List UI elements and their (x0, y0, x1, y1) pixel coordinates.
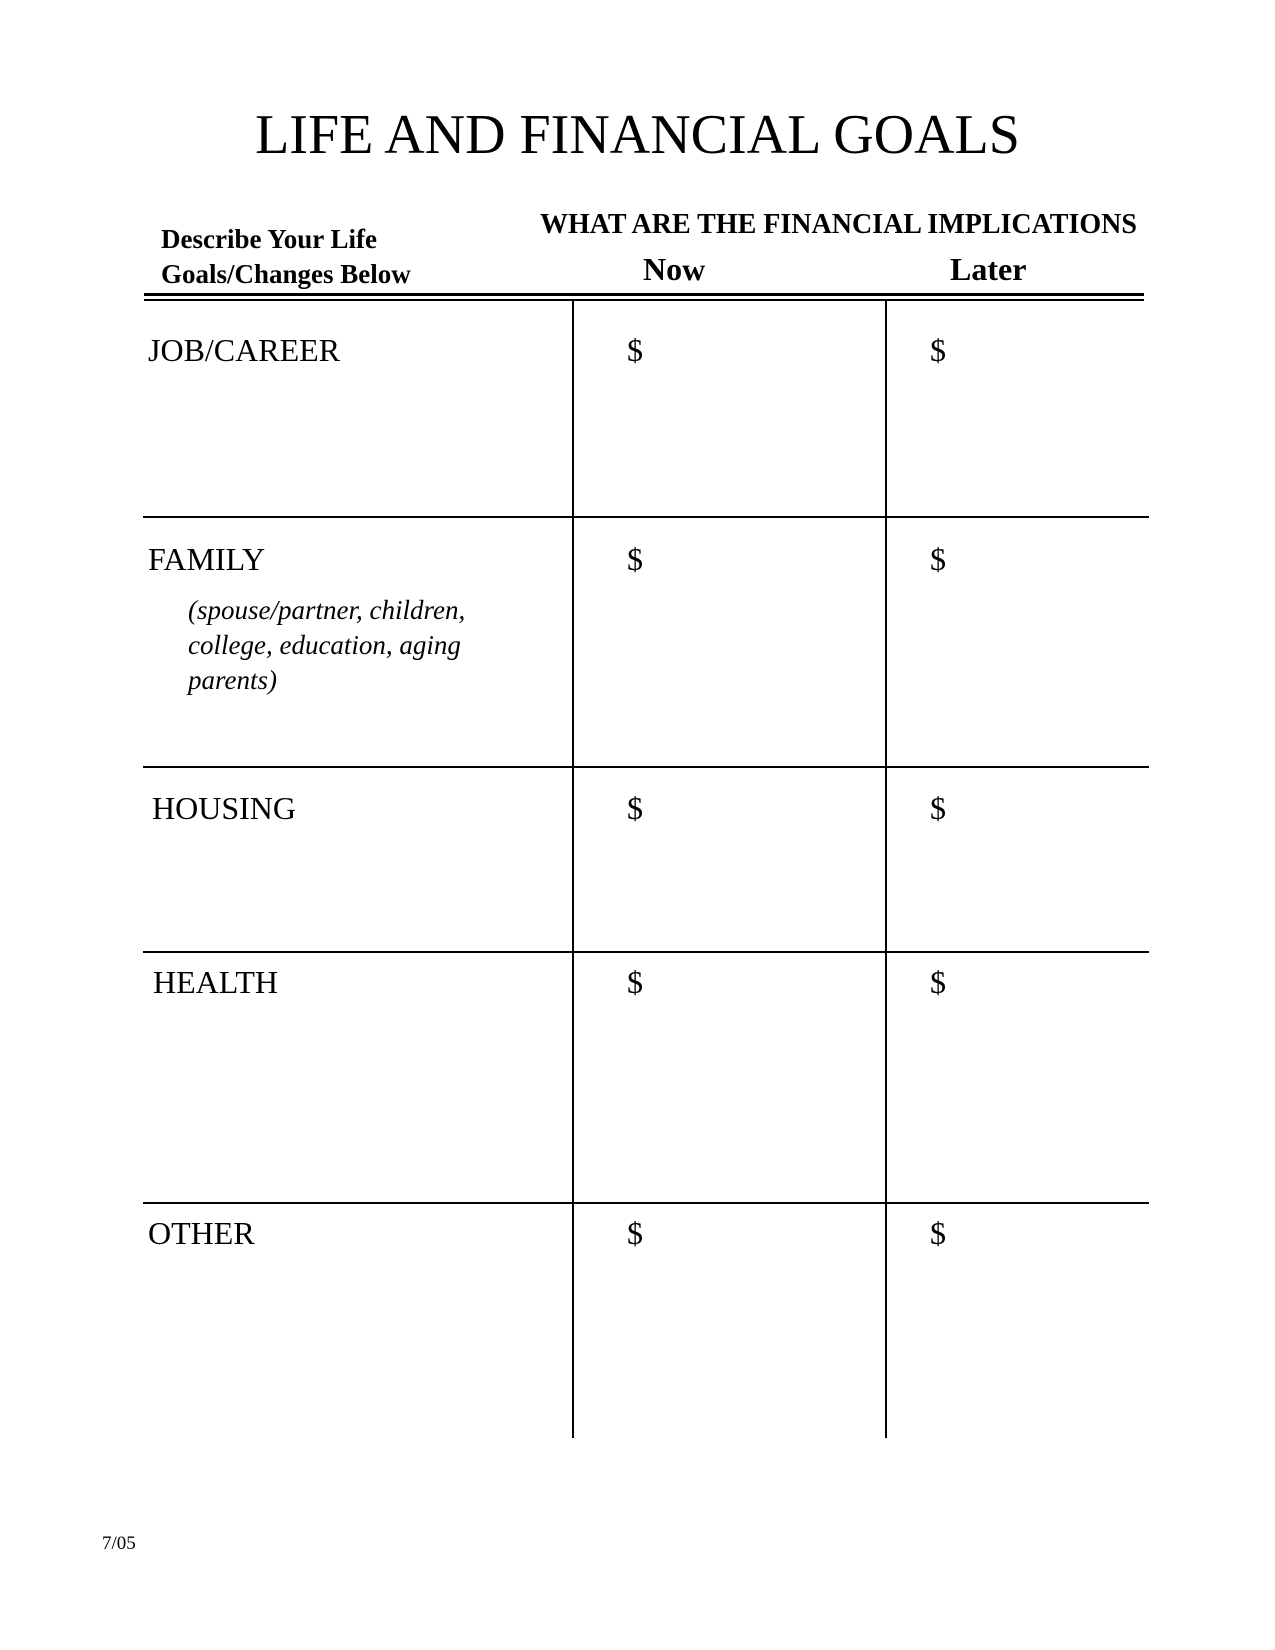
later-amount-field[interactable]: $ (930, 1215, 946, 1251)
goals-header-line-1: Describe Your Life (161, 224, 377, 254)
later-amount-field[interactable]: $ (930, 541, 946, 577)
row-label-job-career: JOB/CAREER (148, 332, 341, 368)
row-separator (143, 951, 1149, 953)
now-amount-field[interactable]: $ (627, 1215, 643, 1251)
later-amount-field[interactable]: $ (930, 964, 946, 1000)
financial-implications-header: WHAT ARE THE FINANCIAL IMPLICATIONS (540, 209, 1137, 240)
header-rule-top (144, 293, 1144, 296)
now-amount-field[interactable]: $ (627, 790, 643, 826)
later-amount-field[interactable]: $ (930, 332, 946, 368)
now-amount-field[interactable]: $ (627, 332, 643, 368)
row-separator (143, 516, 1149, 518)
row-label-housing: HOUSING (152, 790, 296, 826)
family-note-line-1: (spouse/partner, children, (188, 595, 466, 625)
now-amount-field[interactable]: $ (627, 541, 643, 577)
row-label-health: HEALTH (153, 964, 279, 1000)
later-column-header: Later (950, 251, 1027, 287)
row-label-family: FAMILY (148, 541, 266, 577)
now-amount-field[interactable]: $ (627, 964, 643, 1000)
row-separator (143, 1202, 1149, 1204)
later-amount-field[interactable]: $ (930, 790, 946, 826)
footer-date: 7/05 (102, 1533, 136, 1554)
family-note (188, 593, 518, 698)
now-column-divider (572, 300, 574, 1438)
header-rule-bottom (144, 299, 1144, 301)
row-separator (143, 766, 1149, 768)
goals-header-line-2: Goals/Changes Below (161, 259, 411, 289)
goals-column-header (161, 222, 481, 292)
page-title: LIFE AND FINANCIAL GOALS (255, 104, 1020, 166)
now-column-header: Now (643, 251, 706, 287)
row-label-other: OTHER (148, 1215, 255, 1251)
family-note-line-3: parents) (188, 665, 277, 695)
later-column-divider (885, 300, 887, 1438)
family-note-line-2: college, education, aging (188, 630, 461, 660)
